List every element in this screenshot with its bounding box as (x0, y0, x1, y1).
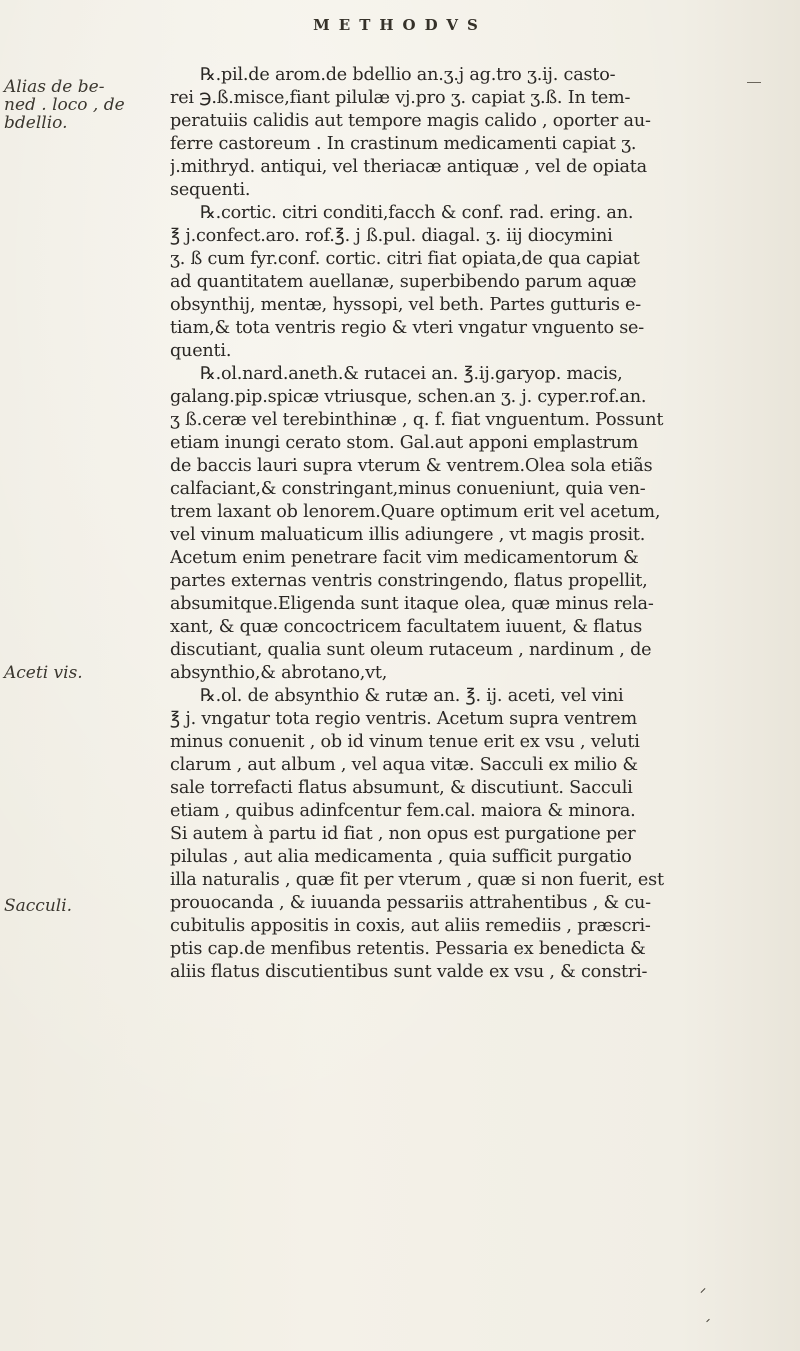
text-line: sale torrefacti flatus absumunt, & discutiunt. Sacculi (170, 778, 633, 798)
text-line: peratuiis calidis aut tempore magis calido , oporter au- (170, 111, 651, 131)
text-line: de baccis lauri supra vterum & ventrem.Olea sola etiãs (170, 456, 653, 476)
text-line: ℥ j. vngatur tota regio ventris. Acetum supra ventrem (170, 709, 637, 729)
marginal-note-line: Sacculi. (4, 896, 73, 916)
text-line: calfaciant,& constringant,minus conueniunt, quia ven- (170, 479, 646, 499)
text-line: ptis cap.de menfibus retentis. Pessaria ex benedicta & (170, 939, 646, 959)
marginal-note-sachets (4, 897, 154, 915)
text-line: absumitque.Eligenda sunt itaque olea, quæ minus rela- (170, 594, 654, 614)
text-line: prouocanda , & iuuanda pessariis attrahentibus , & cu- (170, 893, 651, 913)
text-line: sequenti. (170, 180, 251, 200)
text-line: ℞.ol.nard.aneth.& rutacei an. ℥.ij.garyop. macis, (200, 364, 623, 384)
text-line: aliis flatus discutientibus sunt valde ex vsu , & constri- (170, 962, 648, 982)
running-header: METHODVS (313, 16, 487, 34)
ink-speck (701, 1288, 706, 1293)
text-line: ℞.ol. de absynthio & rutæ an. ℥. ij. aceti, vel vini (200, 686, 624, 706)
text-line: Acetum enim penetrare facit vim medicamentorum & (170, 548, 639, 568)
text-line: rei ℈.ß.misce,fiant pilulæ vj.pro ʒ. capiat ʒ.ß. In tem- (170, 88, 631, 108)
text-line: clarum , aut album , vel aqua vitæ. Sacculi ex milio & (170, 755, 638, 775)
ink-speck (706, 1319, 710, 1323)
marginal-note-line: ned . loco , de (4, 95, 125, 115)
text-line: discutiant, qualia sunt oleum rutaceum , nardinum , de (170, 640, 652, 660)
text-line: ferre castoreum . In crastinum medicamenti capiat ʒ. (170, 134, 637, 154)
text-line: ℞.pil.de arom.de bdellio an.ʒ.j ag.tro ʒ.ij. casto- (200, 65, 616, 85)
text-line: obsynthij, mentæ, hyssopi, vel beth. Partes gutturis e- (170, 295, 641, 315)
text-line: partes externas ventris constringendo, flatus propellit, (170, 571, 648, 591)
text-line: j.mithryd. antiqui, vel theriacæ antiquæ , vel de opiata (170, 157, 647, 177)
marginal-note-line: Alias de be- (4, 77, 105, 97)
text-line: pilulas , aut alia medicamenta , quia sufficit purgatio (170, 847, 632, 867)
text-line: tiam,& tota ventris regio & vteri vngatur vnguento se- (170, 318, 645, 338)
text-line: trem laxant ob lenorem.Quare optimum erit vel acetum, (170, 502, 661, 522)
text-line: galang.pip.spicæ vtriusque, schen.an ʒ. j. cyper.rof.an. (170, 387, 647, 407)
marginal-note-vinegar (4, 664, 154, 682)
text-line: ad quantitatem auellanæ, superbibendo parum aquæ (170, 272, 637, 292)
text-line: absynthio,& abrotano,vt, (170, 663, 388, 683)
text-line: etiam inungi cerato stom. Gal.aut apponi emplastrum (170, 433, 639, 453)
text-line: ℥ j.confect.aro. rof.℥. j ß.pul. diagal. ʒ. iij diocymini (170, 226, 613, 246)
text-line: ʒ. ß cum fyr.conf. cortic. citri fiat opiata,de qua capiat (170, 249, 640, 269)
main-text-block (170, 64, 796, 984)
marginal-note-line: bdellio. (4, 113, 68, 133)
text-line: xant, & quæ concoctricem facultatem iuuent, & flatus (170, 617, 643, 637)
text-line: ℞.cortic. citri conditi,facch & conf. rad. ering. an. (200, 203, 634, 223)
text-line: etiam , quibus adinfcentur fem.cal. maiora & minora. (170, 801, 636, 821)
text-line: ʒ ß.ceræ vel terebinthinæ , q. f. fiat vnguentum. Possunt (170, 410, 664, 430)
text-line: quenti. (170, 341, 232, 361)
text-line: minus conuenit , ob id vinum tenue erit ex vsu , veluti (170, 732, 640, 752)
text-line: Si autem à partu id fiat , non opus est purgatione per (170, 824, 636, 844)
marginal-note-bdellium (4, 78, 154, 132)
text-line: illa naturalis , quæ fit per vterum , quæ si non fuerit, est (170, 870, 664, 890)
text-line: vel vinum maluaticum illis adiungere , vt magis prosit. (170, 525, 646, 545)
text-line: cubitulis appositis in coxis, aut aliis remediis , præscri- (170, 916, 651, 936)
marginal-note-line: Aceti vis. (4, 663, 83, 683)
